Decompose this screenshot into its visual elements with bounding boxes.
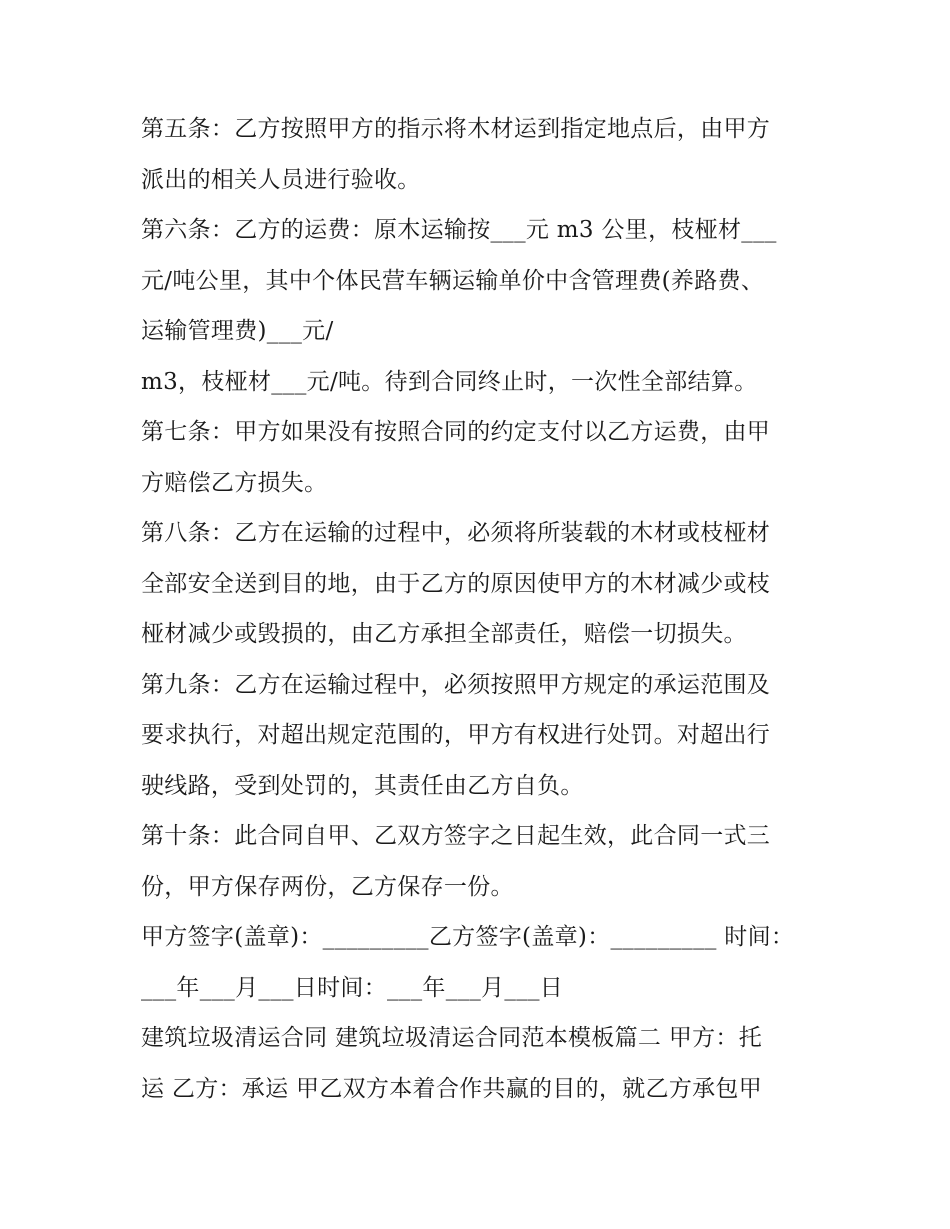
text-line: 第六条：乙方的运费：原木运输按___元 m3 公里，枝桠材___ (141, 217, 777, 243)
text-line: 元/吨公里，其中个体民营车辆运输单价中含管理费(养路费、 (141, 267, 765, 294)
text-line: 第九条：乙方在运输过程中，必须按照甲方规定的承运范围及 (141, 671, 771, 698)
text-line: 方赔偿乙方损失。 (141, 469, 328, 496)
text-line: 全部安全送到目的地，由于乙方的原因使甲方的木材减少或枝 (141, 570, 771, 597)
text-line: 份，甲方保存两份，乙方保存一份。 (141, 873, 514, 900)
text-line: 建筑垃圾清运合同 建筑垃圾清运合同范本模板篇二 甲方：托 (141, 1025, 763, 1051)
date-line: ___年___月___日时间：___年___月___日 (141, 974, 564, 1001)
text-line: 桠材减少或毁损的，由乙方承担全部责任，赔偿一切损失。 (141, 621, 747, 647)
text-line: 第八条：乙方在运输的过程中，必须将所装载的木材或枝桠材 (141, 520, 771, 546)
text-line: 驶线路，受到处罚的，其责任由乙方自负。 (141, 772, 584, 799)
text-line: 运 乙方：承运 甲乙双方本着合作共赢的目的，就乙方承包甲 (141, 1075, 763, 1102)
text-line: m3，枝桠材___元/吨。待到合同终止时，一次性全部结算。 (141, 368, 758, 395)
text-line: 派出的相关人员进行验收。 (141, 166, 421, 193)
contract-text (141, 104, 821, 1114)
text-line: 运输管理费)___元/ (141, 318, 334, 344)
text-line: 第十条：此合同自甲、乙双方签字之日起生效，此合同一式三 (141, 823, 771, 849)
text-line: 第五条：乙方按照甲方的指示将木材运到指定地点后，由甲方 (141, 116, 771, 142)
signature-line: 甲方签字(盖章)：_________乙方签字(盖章)：_________ 时间： (141, 924, 795, 950)
text-line: 要求执行，对超出规定范围的，甲方有权进行处罚。对超出行 (141, 722, 771, 748)
text-line: 第七条：甲方如果没有按照合同的约定支付以乙方运费，由甲 (141, 419, 771, 445)
